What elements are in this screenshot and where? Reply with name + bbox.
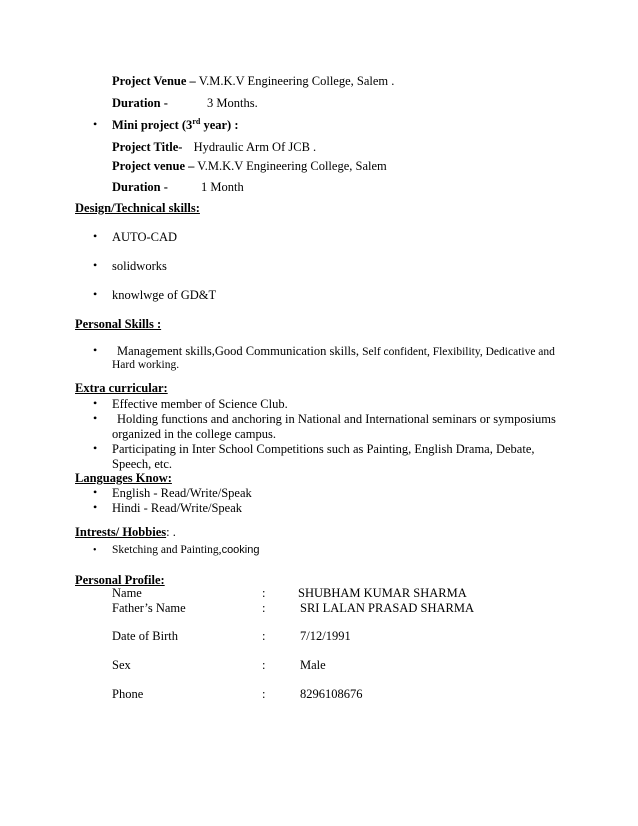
extra-item: Participating in Inter School Competitions such as Painting, English Drama, Debate, — [112, 442, 535, 456]
profile-label: Father’s Name — [112, 601, 186, 615]
hobbies-heading-line — [75, 525, 176, 539]
project-duration-value: 3 Months. — [207, 96, 258, 110]
hobby-item-suffix: cooking — [221, 544, 260, 556]
hobby-item — [112, 544, 259, 557]
mini-project-venue-label: Project venue – — [112, 159, 195, 173]
mini-project-venue-value: V.M.K.V Engineering College, Salem — [197, 159, 387, 173]
mini-project-duration-value: 1 Month — [201, 180, 244, 194]
profile-label: Date of Birth — [112, 629, 178, 643]
extra-curricular-heading: Extra curricular: — [75, 381, 168, 395]
design-skills-heading: Design/Technical skills: — [75, 201, 200, 215]
personal-skills-line-2: Hard working. — [112, 359, 180, 371]
profile-value-sex: Male — [300, 658, 326, 672]
mini-project-title-line — [112, 140, 316, 154]
design-skill-item: solidworks — [112, 259, 167, 273]
bullet-icon: • — [93, 396, 98, 410]
profile-colon: : — [262, 687, 266, 701]
mini-project-heading — [112, 118, 238, 132]
profile-value-dob: 7/12/1991 — [300, 629, 351, 643]
mini-project-duration-line — [112, 180, 244, 194]
mini-project-sup: rd — [192, 116, 201, 126]
extra-item: Effective member of Science Club. — [112, 397, 288, 411]
hobbies-heading-suffix: : . — [166, 525, 176, 539]
project-venue-label: Project Venue – — [112, 74, 196, 88]
profile-label: Sex — [112, 658, 131, 672]
design-skill-item: AUTO-CAD — [112, 230, 178, 244]
mini-project-label: Mini project (3 — [112, 118, 193, 132]
bullet-icon: • — [93, 229, 98, 243]
bullet-icon: • — [93, 343, 98, 357]
profile-colon: : — [262, 601, 266, 615]
languages-heading: Languages Know: — [75, 471, 172, 485]
profile-colon: : — [262, 629, 266, 643]
bullet-icon: • — [93, 258, 98, 272]
personal-skills-text-b: Self confident, Flexibility, Dedicative and — [362, 346, 555, 358]
personal-skills-line-1 — [117, 344, 555, 359]
project-venue-value: V.M.K.V Engineering College, Salem . — [198, 74, 395, 88]
project-duration-line — [112, 96, 258, 110]
profile-colon: : — [262, 586, 266, 600]
extra-item-cont: organized in the college campus. — [112, 427, 276, 441]
profile-value-father-name: SRI LALAN PRASAD SHARMA — [300, 601, 474, 615]
design-skill-item: knowlwge of GD&T — [112, 288, 217, 302]
personal-profile-heading: Personal Profile: — [75, 573, 165, 587]
hobbies-heading: Intrests/ Hobbies — [75, 525, 167, 539]
language-item: Hindi - Read/Write/Speak — [112, 501, 243, 515]
bullet-icon: • — [93, 500, 98, 514]
mini-project-venue-line — [112, 159, 387, 173]
bullet-icon: • — [93, 117, 98, 131]
profile-value-name: SHUBHAM KUMAR SHARMA — [298, 586, 467, 600]
personal-skills-text-a: Management skills,Good Communication skills, — [117, 344, 359, 358]
mini-project-label-end: year) : — [200, 118, 239, 132]
bullet-icon: • — [93, 411, 98, 425]
language-item: English - Read/Write/Speak — [112, 486, 252, 500]
profile-colon: : — [262, 658, 266, 672]
mini-project-title-label: Project Title- — [112, 140, 183, 154]
bullet-icon: • — [93, 545, 97, 556]
extra-item-cont: Speech, etc. — [112, 457, 173, 471]
personal-skills-heading: Personal Skills : — [75, 317, 162, 331]
bullet-icon: • — [93, 287, 98, 301]
extra-item: Holding functions and anchoring in National and International seminars or symposiums — [117, 412, 556, 426]
profile-label: Name — [112, 586, 142, 600]
project-duration-label: Duration - — [112, 96, 168, 110]
bullet-icon: • — [93, 441, 98, 455]
profile-label: Phone — [112, 687, 144, 701]
project-venue-line — [112, 74, 394, 88]
bullet-icon: • — [93, 485, 98, 499]
mini-project-duration-label: Duration - — [112, 180, 168, 194]
mini-project-title-value: Hydraulic Arm Of JCB . — [193, 140, 317, 154]
hobby-item-text: Sketching and Painting, — [112, 544, 222, 556]
profile-value-phone: 8296108676 — [300, 687, 363, 701]
